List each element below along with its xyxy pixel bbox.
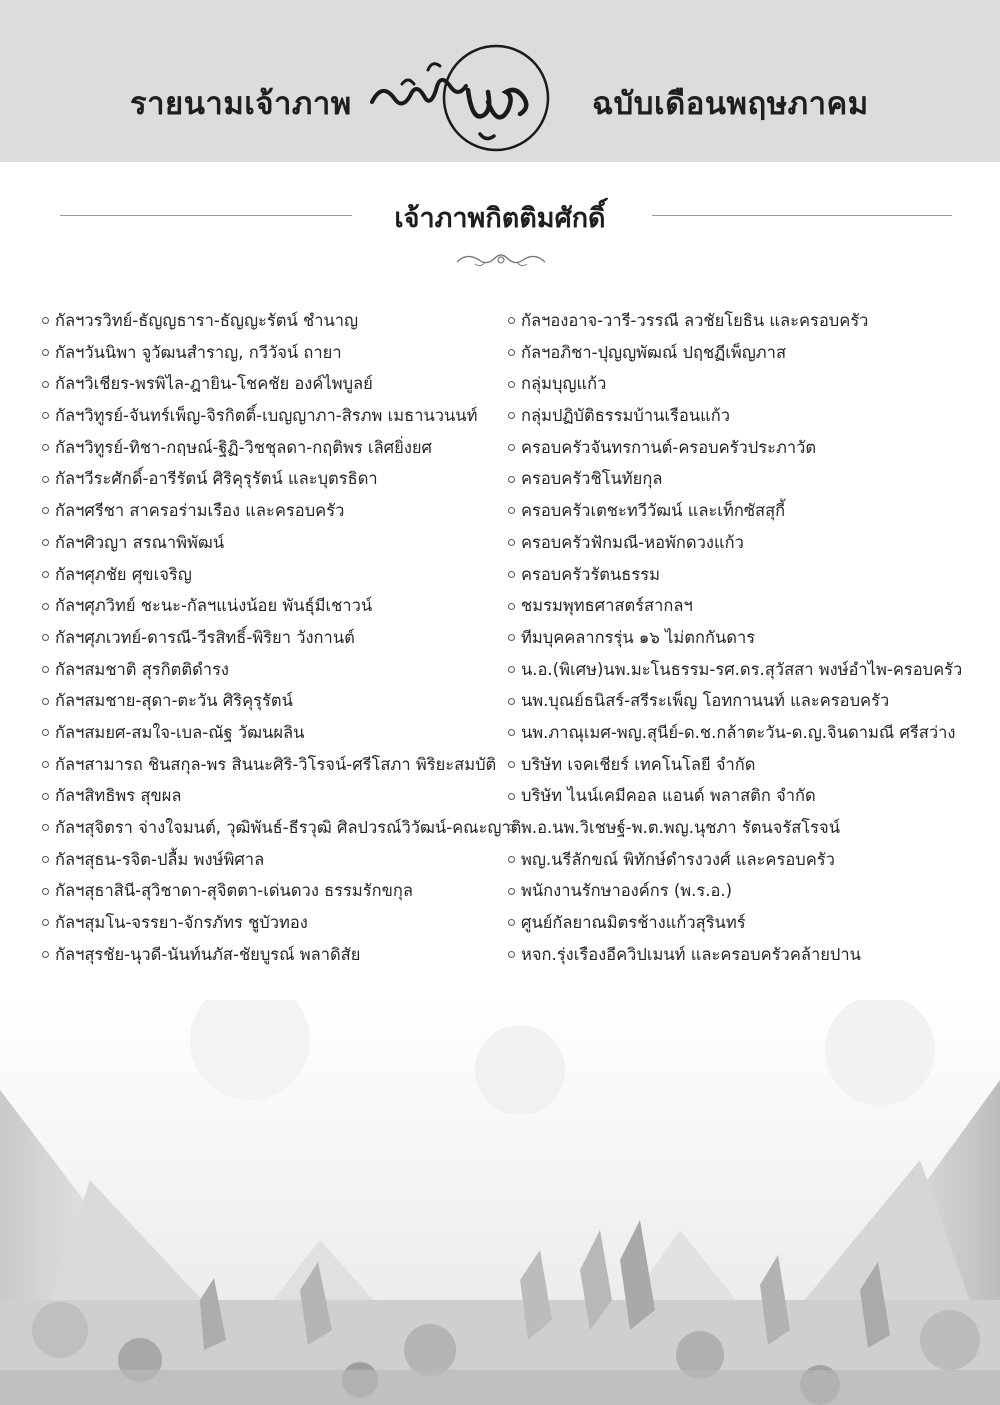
bullet-circle-icon — [508, 888, 515, 895]
list-item — [508, 654, 978, 686]
list-item — [508, 939, 978, 971]
list-item-text: กัลฯสุธาสินี-สุวิชาดา-สุจิตตา-เด่นดวง ธรรมรักขกุล — [55, 881, 414, 901]
list-item — [42, 495, 504, 527]
list-item — [42, 559, 504, 591]
list-item-text: กัลฯสุจิตรา จ่างใจมนต์, วุฒิพันธ์-ธีรวุฒิ ศิลปวรณ์วิวัฒน์-คณะญาติ — [55, 818, 522, 837]
bullet-circle-icon — [508, 919, 515, 926]
list-item — [508, 907, 978, 939]
list-item — [508, 368, 978, 400]
header-band — [0, 0, 1000, 162]
list-item-text: บริษัท เจคเชียร์ เทคโนโลยี จำกัด — [521, 754, 756, 774]
list-item — [42, 749, 504, 781]
title-rule-right — [652, 215, 952, 216]
bullet-circle-icon — [508, 381, 515, 388]
bullet-circle-icon — [508, 603, 515, 610]
list-item-text: ศูนย์กัลยาณมิตรช้างแก้วสุรินทร์ — [521, 913, 746, 933]
bullet-circle-icon — [508, 634, 515, 641]
bullet-circle-icon — [508, 951, 515, 958]
list-item-text: นพ.บุณย์ธนิสร์-สรีระเพ็ญ โอทกานนท์ และครอบครัว — [521, 691, 890, 711]
list-item-text: ครอบครัวเตชะทวีวัฒน์ และเท็กซัสสุกี้ — [521, 501, 786, 521]
list-item-text: กัลฯศุภเวทย์-ดารณี-วีรสิทธิ์-พิริยา วังกานต์ — [55, 627, 355, 647]
bullet-circle-icon — [42, 476, 49, 483]
list-item — [508, 875, 978, 907]
bullet-circle-icon — [508, 571, 515, 578]
bullet-circle-icon — [42, 444, 49, 451]
list-item — [42, 939, 504, 971]
list-item-text: หจก.รุ่งเรืองอีควิปเมนท์ และครอบครัวคล้ายปาน — [521, 944, 861, 964]
bullet-circle-icon — [508, 507, 515, 514]
list-item — [42, 654, 504, 686]
list-item — [42, 717, 504, 749]
list-item-text: ครอบครัวรัตนธรรม — [521, 564, 660, 584]
bullet-circle-icon — [42, 951, 49, 958]
bullet-circle-icon — [42, 698, 49, 705]
list-item-text: กัลฯศรีชา สาครอร่ามเรือง และครอบครัว — [55, 501, 345, 521]
list-item-text: กัลฯสมยศ-สมใจ-เบล-ณัฐ วัฒนผลิน — [55, 722, 305, 742]
bullet-circle-icon — [42, 824, 49, 831]
list-item — [42, 812, 522, 844]
header-title-left: รายนามเจ้าภาพ — [130, 86, 352, 121]
list-item — [508, 527, 978, 559]
list-item-text: กัลฯศุภชัย ศุขเจริญ — [55, 564, 192, 584]
bullet-circle-icon — [42, 919, 49, 926]
bullet-circle-icon — [42, 381, 49, 388]
bullet-circle-icon — [508, 349, 515, 356]
list-item-text: กลุ่มบุญแก้ว — [521, 374, 607, 394]
list-item-text: กัลฯศิวญา สรณาพิพัฒน์ — [55, 532, 225, 552]
list-item — [42, 527, 504, 559]
bullet-circle-icon — [508, 444, 515, 451]
bullet-circle-icon — [508, 856, 515, 863]
list-item — [42, 305, 504, 337]
list-item-text: พนักงานรักษาองค์กร (พ.ร.อ.) — [521, 881, 733, 901]
list-item — [508, 844, 978, 876]
list-item-text: กัลฯศุภวิทย์ ชะนะ-กัลฯแน่งน้อย พันธุ์มีเชาวน์ — [55, 596, 373, 616]
list-item — [42, 590, 504, 622]
bullet-circle-icon — [42, 666, 49, 673]
bullet-circle-icon — [42, 761, 49, 768]
list-item — [42, 337, 504, 369]
list-item-text: กัลฯสามารถ ชินสกุล-พร สินนะศิริ-วิโรจน์-ศรีโสภา พิริยะสมบัติ — [55, 754, 497, 774]
sponsor-list-right — [508, 305, 978, 970]
list-item-text: ครอบครัวฟักมณี-หอพักดวงแก้ว — [521, 532, 744, 552]
bullet-circle-icon — [42, 793, 49, 800]
list-item — [42, 780, 504, 812]
list-item — [42, 622, 504, 654]
bullet-circle-icon — [42, 412, 49, 419]
list-item-text: กัลฯวันนิพา จูวัฒนสำราญ, กวีวัจน์ ถายา — [55, 342, 342, 362]
bullet-circle-icon — [42, 317, 49, 324]
list-item-text: ทีมบุคคลากรรุ่น ๑๖ ไม่ตกกันดาร — [521, 627, 756, 647]
list-item-text: กัลฯสมชาติ สุรกิตติดำรง — [55, 659, 229, 679]
list-item — [42, 368, 504, 400]
bullet-circle-icon — [508, 824, 515, 831]
list-item — [42, 400, 504, 432]
list-item-text: บริษัท ไนน์เคมีคอล แอนด์ พลาสติก จำกัด — [521, 786, 816, 806]
bullet-circle-icon — [42, 888, 49, 895]
list-item — [508, 432, 978, 464]
list-item-text: กัลฯสิทธิพร สุขผล — [55, 786, 182, 806]
bullet-circle-icon — [42, 634, 49, 641]
bullet-circle-icon — [42, 856, 49, 863]
bullet-circle-icon — [508, 761, 515, 768]
list-item — [42, 432, 504, 464]
list-item — [42, 875, 504, 907]
list-item — [42, 685, 504, 717]
list-item — [508, 590, 978, 622]
list-item-text: พ.อ.นพ.วิเชษฐ์-พ.ต.พญ.นุชภา รัตนจรัสโรจน์ — [521, 818, 840, 837]
list-item-text: กัลฯวิทูรย์-ทิชา-กฤษณ์-ฐิฏิ-วิชชุลดา-กฤติพร เลิศยิ่งยศ — [55, 437, 433, 457]
bullet-circle-icon — [508, 698, 515, 705]
list-item-text: ชมรมพุทธศาสตร์สากลฯ — [521, 596, 693, 616]
list-item — [508, 685, 978, 717]
flourish-ornament-icon — [455, 250, 547, 270]
bullet-circle-icon — [508, 317, 515, 324]
list-item-text: น.อ.(พิเศษ)นพ.มะโนธรรม-รศ.ดร.สุวัสสา พงษ์อำไพ-ครอบครัว — [521, 659, 963, 679]
bullet-circle-icon — [42, 603, 49, 610]
header-title-right: ฉบับเดือนพฤษภาคม — [592, 86, 869, 121]
list-item-text: กลุ่มปฏิบัติธรรมบ้านเรือนแก้ว — [521, 406, 730, 426]
bullet-circle-icon — [508, 729, 515, 736]
list-item — [508, 305, 978, 337]
list-item-text: กัลฯอภิชา-ปุญญพัฒณ์ ปฤชฏีเพ็ญภาส — [521, 342, 787, 362]
bullet-circle-icon — [42, 729, 49, 736]
bullet-circle-icon — [42, 349, 49, 356]
list-item — [508, 463, 978, 495]
list-item-text: กัลฯสุรชัย-นุวดี-นันท์นภัส-ชัยบูรณ์ พลาดิสัย — [55, 944, 361, 964]
crystal-pyramids-decoration — [0, 1000, 1000, 1405]
list-item — [508, 400, 978, 432]
bullet-circle-icon — [42, 507, 49, 514]
list-item-text: กัลฯสุมโน-จรรยา-จักรภัทร ชูบัวทอง — [55, 913, 308, 933]
list-item — [508, 780, 978, 812]
list-item-text: กัลฯวิทูรย์-จันทร์เพ็ญ-จิรกิตติ์-เบญญาภา-สิรภพ เมธานวนนท์ — [55, 406, 478, 426]
list-item-text: กัลฯวรวิทย์-ธัญญธารา-ธัญญะรัตน์ ชำนาญ — [55, 311, 359, 330]
list-item-text: กัลฯวีระศักดิ์-อารีรัตน์ ศิริคุรุรัตน์ และบุตรธิดา — [55, 469, 378, 489]
section-title: เจ้าภาพกิตติมศักดิ์ — [394, 203, 606, 233]
list-item-text: ครอบครัวชิโนทัยกุล — [521, 469, 663, 489]
list-item — [42, 463, 504, 495]
bullet-circle-icon — [508, 539, 515, 546]
bullet-circle-icon — [508, 476, 515, 483]
list-item — [508, 812, 978, 844]
list-item-text: พญ.นรีลักขณ์ พิทักษ์ดำรงวงศ์ และครอบครัว — [521, 849, 835, 869]
list-item-text: กัลฯสุธน-รจิต-ปลื้ม พงษ์พิศาล — [55, 849, 265, 869]
list-item-text: ครอบครัวจันทรกานต์-ครอบครัวประภาวัต — [521, 437, 817, 457]
magazine-logo-icon — [362, 40, 578, 162]
bullet-circle-icon — [508, 412, 515, 419]
list-item — [42, 844, 504, 876]
bullet-circle-icon — [508, 666, 515, 673]
list-item-text: กัลฯองอาจ-วารี-วรรณี ลวชัยโยธิน และครอบครัว — [521, 311, 869, 330]
list-item — [508, 622, 978, 654]
sponsor-list-left — [42, 305, 522, 970]
bullet-circle-icon — [42, 539, 49, 546]
bullet-circle-icon — [42, 571, 49, 578]
list-item — [508, 559, 978, 591]
list-item — [508, 749, 978, 781]
bullet-circle-icon — [508, 793, 515, 800]
list-item-text: กัลฯวิเชียร-พรพิไล-ฎายิน-โชคชัย องค์ไพบูลย์ — [55, 374, 373, 394]
list-item — [508, 495, 978, 527]
list-item — [508, 337, 978, 369]
list-item — [508, 717, 978, 749]
list-item — [42, 907, 504, 939]
list-item-text: กัลฯสมชาย-สุดา-ตะวัน ศิริคุรุรัตน์ — [55, 691, 293, 711]
list-item-text: นพ.ภาณุเมศ-พญ.สุนีย์-ด.ช.กล้าตะวัน-ด.ญ.จินดามณี ศรีสว่าง — [521, 722, 956, 742]
